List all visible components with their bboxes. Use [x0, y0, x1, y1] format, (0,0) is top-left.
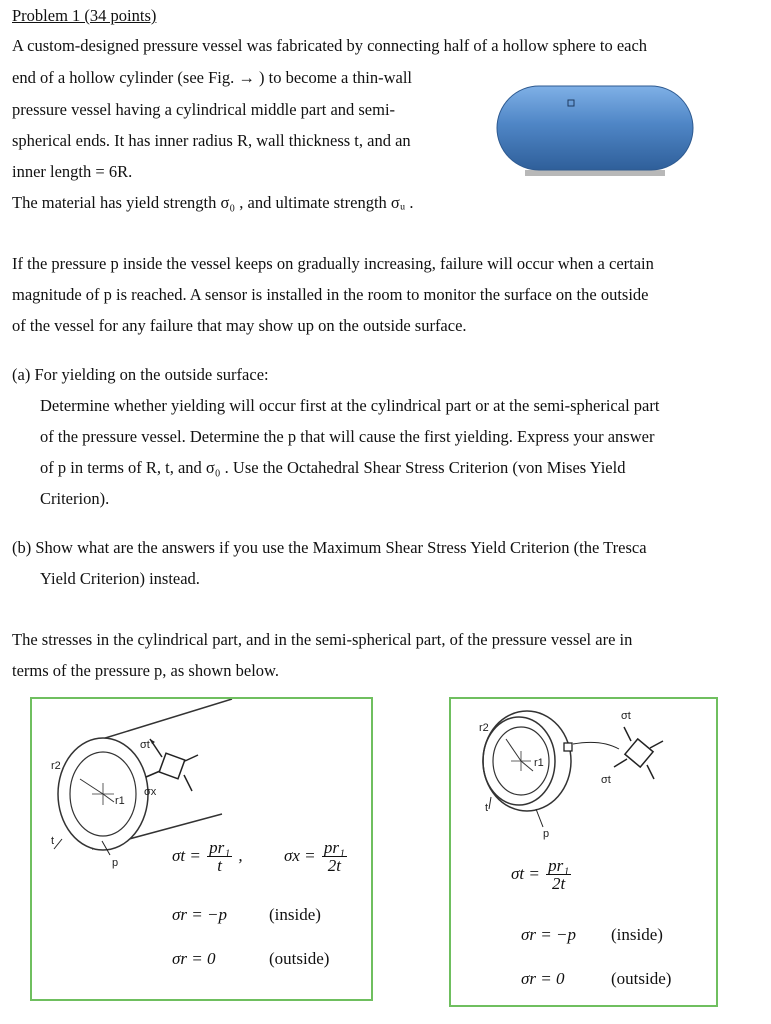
intro-line-6: The material has yield strength σ₀ , and ultimate strength σᵤ . — [12, 193, 414, 212]
intro-line-1: A custom-designed pressure vessel was fabricated by connecting half of a hollow sphere to each — [12, 36, 648, 55]
sph-eq-sigma-t: σt = $\frac{\text{pr₁}}{2t}$ — [511, 856, 570, 893]
failure-line-2: magnitude of p is reached. A sensor is installed in the room to monitor the surface on the outside — [12, 285, 649, 304]
stress-intro-line-2: terms of the pressure p, as shown below. — [12, 661, 279, 680]
sph-r1-label: r1 — [534, 757, 544, 769]
cylinder-figure-box — [30, 697, 373, 1001]
part-b-line-1: (b) Show what are the answers if you use the Maximum Shear Stress Yield Criterion (the Tresca — [12, 538, 647, 557]
cyl-eq-sigma-t: σt = $\frac{\text{pr₁}}{t}$ , — [172, 838, 243, 875]
pressure-vessel-image — [495, 82, 695, 182]
cyl-outside-note: (outside) — [269, 949, 330, 968]
sph-t-label: t — [485, 802, 489, 814]
sphere-diagram — [451, 699, 720, 1009]
sphere-figure-box — [449, 697, 718, 1007]
sph-eq-sigma-r-inside: σr = −p — [521, 925, 576, 944]
cyl-eq-sigma-r-inside: σr = −p — [172, 905, 227, 924]
cyl-t-label: t — [51, 835, 55, 847]
stress-intro-line-1: The stresses in the cylindrical part, and in the semi-spherical part, of the pressure vessel are in — [12, 630, 633, 649]
part-a-line-1: Determine whether yielding will occur first at the cylindrical part or at the semi-spherical part — [40, 396, 660, 415]
cyl-sigma-t-label: σt — [140, 739, 150, 751]
cyl-sigma-x-label: σx — [144, 786, 157, 798]
cyl-eq-sigma-r-outside: σr = 0 — [172, 949, 216, 968]
intro-line-3: pressure vessel having a cylindrical middle part and semi- — [12, 100, 396, 119]
part-b-line-2: Yield Criterion) instead. — [40, 569, 200, 588]
sph-eq-sigma-r-outside: σr = 0 — [521, 969, 565, 988]
intro-line-5: inner length = 6R. — [12, 162, 133, 181]
cyl-inside-note: (inside) — [269, 905, 321, 924]
sph-outside-note: (outside) — [611, 969, 672, 988]
sph-sigma-t-top-label: σt — [621, 710, 631, 722]
sph-sigma-t-left-label: σt — [601, 774, 611, 786]
sph-r2-label: r2 — [479, 722, 489, 734]
part-a-line-4: Criterion). — [40, 489, 110, 508]
sph-inside-note: (inside) — [611, 925, 663, 944]
cyl-r1-label: r1 — [115, 795, 125, 807]
problem-title: Problem 1 (34 points) — [12, 6, 157, 25]
failure-line-1: If the pressure p inside the vessel keeps on gradually increasing, failure will occur when a certain — [12, 254, 654, 273]
intro-line-4: spherical ends. It has inner radius R, wall thickness t, and an — [12, 131, 411, 150]
intro-line-2: end of a hollow cylinder (see Fig. → ) to become a thin-wall — [12, 68, 413, 87]
part-a-heading: (a) For yielding on the outside surface: — [12, 365, 269, 384]
part-a-line-2: of the pressure vessel. Determine the p that will cause the first yielding. Express your answer — [40, 427, 655, 446]
part-a-line-3: of p in terms of R, t, and σ₀ . Use the Octahedral Shear Stress Criterion (von Mises Yield — [40, 458, 626, 477]
failure-line-3: of the vessel for any failure that may show up on the outside surface. — [12, 316, 467, 335]
cyl-r2-label: r2 — [51, 760, 61, 772]
sph-p-label: p — [543, 828, 550, 840]
cyl-eq-sigma-x: σx = $\frac{\text{pr₁}}{2t}$ — [284, 838, 345, 875]
cyl-p-label: p — [112, 857, 119, 869]
